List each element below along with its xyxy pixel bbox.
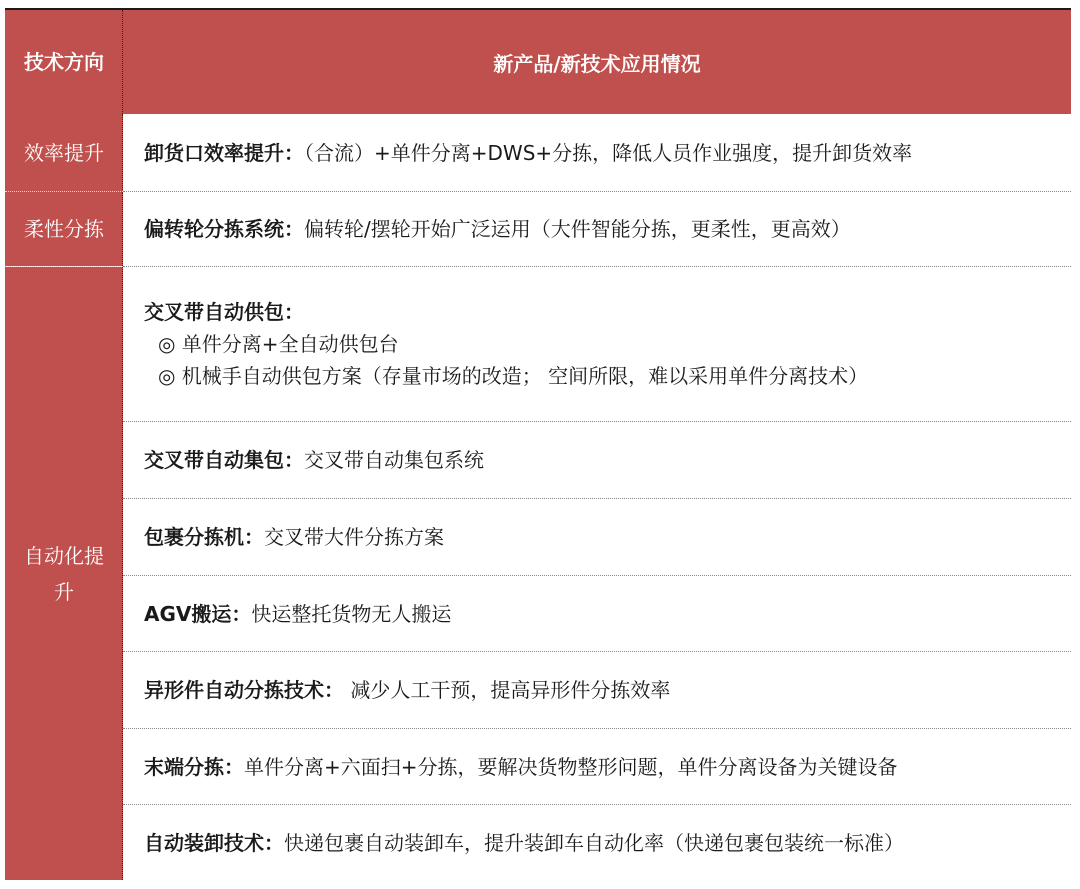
item-title: 偏转轮分拣系统：	[144, 217, 304, 241]
table-row-terminal	[5, 729, 1071, 804]
category-cell: 效率提升	[5, 114, 123, 192]
item-text: 快递包裹自动装卸车，提升装卸车自动化率（快递包裹包装统一标准）	[284, 830, 904, 855]
item-text: 交叉带大件分拣方案	[264, 525, 444, 549]
item-title: 异形件自动分拣技术：	[144, 678, 344, 702]
item-title: 交叉带自动集包：	[144, 448, 304, 472]
item-text: 快运整托货物无人搬运	[251, 601, 452, 626]
table-row-parcel-sorter	[5, 499, 1071, 575]
content-cell	[123, 192, 1071, 266]
item-title: 末端分拣：	[144, 754, 244, 779]
content-cell	[123, 805, 1071, 880]
table-row-efficiency	[5, 114, 1071, 192]
item-text: 偏转轮/摆轮开始广泛运用（大件智能分拣，更柔性，更高效）	[304, 217, 851, 241]
content-cell	[123, 576, 1071, 651]
category-cell: 柔性分拣	[5, 192, 123, 266]
item-text: （合流）+单件分离+DWS+分拣，降低人员作业强度，提升卸货效率	[304, 141, 913, 165]
item-title: AGV搬运：	[144, 601, 252, 626]
table-row-flexible	[5, 192, 1071, 266]
content-cell	[123, 114, 1071, 192]
table-row-auto-collect	[5, 422, 1071, 498]
item-title: 卸货口效率提升：	[144, 141, 304, 165]
item-title: 交叉带自动供包：	[144, 300, 304, 324]
item-title: 包裹分拣机：	[144, 525, 264, 549]
column-divider	[122, 10, 123, 114]
column-divider	[122, 114, 123, 192]
content-cell	[123, 729, 1071, 804]
item-bullet: ◎ 单件分离+全自动供包台	[158, 332, 399, 356]
content-cell	[123, 267, 1071, 421]
category-label: 自动化提升	[24, 543, 104, 604]
column-divider	[122, 192, 123, 266]
content-cell	[123, 652, 1071, 728]
table-row-irregular	[5, 652, 1071, 728]
item-text: 交叉带自动集包系统	[304, 448, 484, 472]
item-title: 自动装卸技术：	[144, 830, 284, 855]
content-cell	[123, 422, 1071, 498]
technology-table	[5, 8, 1071, 880]
table-row-agv	[5, 576, 1071, 651]
content-cell	[123, 499, 1071, 575]
table-header-row	[5, 10, 1071, 114]
header-application: 新产品/新技术应用情况	[123, 10, 1071, 114]
table-row-loading	[5, 805, 1071, 880]
item-text: 单件分离+六面扫+分拣，要解决货物整形问题，单件分离设备为关键设备	[244, 754, 898, 779]
item-bullet: ◎ 机械手自动供包方案（存量市场的改造； 空间所限，难以采用单件分离技术）	[158, 364, 869, 388]
table-row-auto-feed	[5, 267, 1071, 421]
item-text: 减少人工干预，提高异形件分拣效率	[344, 678, 671, 702]
header-tech-direction: 技术方向	[5, 10, 123, 114]
